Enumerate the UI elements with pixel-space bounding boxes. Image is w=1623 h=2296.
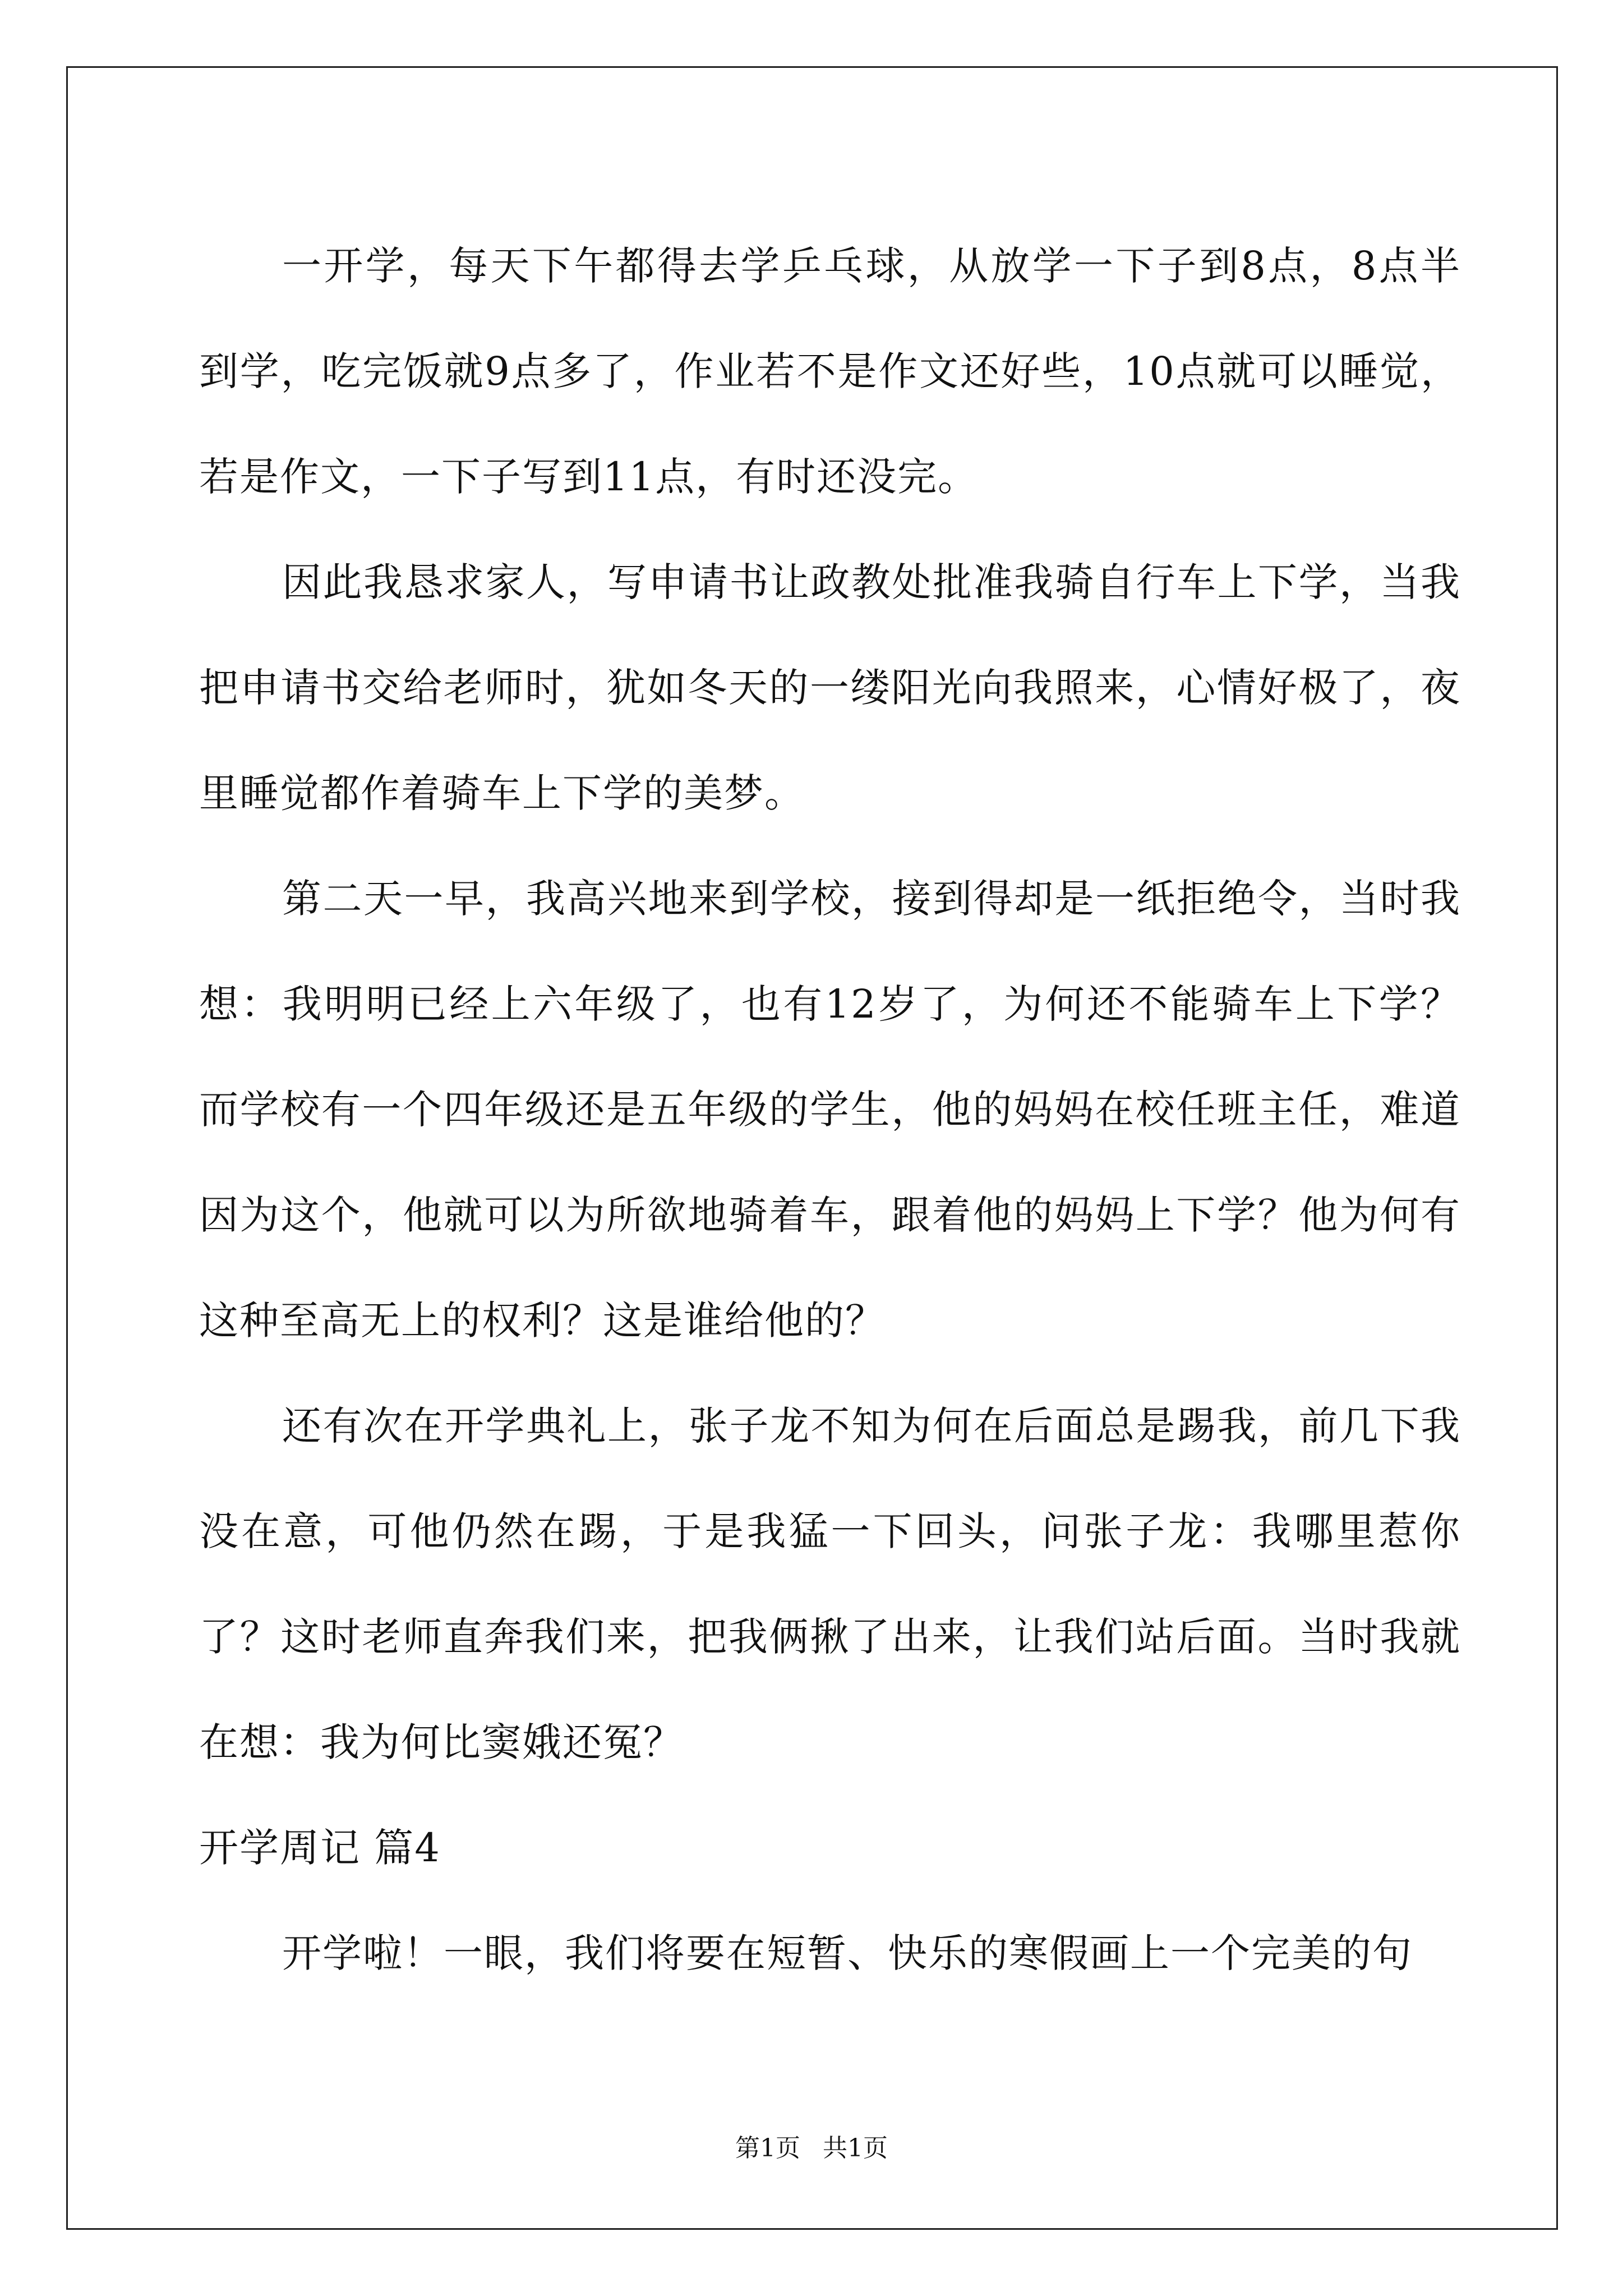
page-total-label: 共1页 [823,2134,888,2162]
paragraph-4: 还有次在开学典礼上，张子龙不知为何在后面总是踢我，前几下我没在意，可他仍然在踢，于是我猛一下回头，问张子龙：我哪里惹你了？这时老师直奔我们来，把我俩揪了出来，让我们站后面。当时我就在想：我为何比窦娥还冤？ [199,1403,1461,1765]
paragraph-2: 因此我恳求家人，写申请书让政教处批准我骑自行车上下学，当我把申请书交给老师时，犹如冬天的一缕阳光向我照来，心情好极了，夜里睡觉都作着骑车上下学的美梦。 [199,559,1461,816]
document-body [199,213,1461,2006]
page-current-label: 第1页 [735,2134,800,2162]
section-heading: 开学周记 篇4 [199,1825,441,1871]
paragraph-1: 一开学，每天下午都得去学乒乓球，从放学一下子到8点，8点半到学，吃完饭就9点多了，作业若不是作文还好些，10点就可以睡觉，若是作文，一下子写到11点，有时还没完。 [199,243,1461,500]
paragraph-3: 第二天一早，我高兴地来到学校，接到得却是一纸拒绝令，当时我想：我明明已经上六年级了，也有12岁了，为何还不能骑车上下学？而学校有一个四年级还是五年级的学生，他的妈妈在校任班主任，难道因为这个，他就可以为所欲地骑着车，跟着他的妈妈上下学？他为何有这种至高无上的权利？这是谁给他的？ [199,876,1461,1343]
paragraph-5: 开学啦！一眼，我们将要在短暂、快乐的寒假画上一个完美的句 [282,1930,1413,1976]
page-footer [0,2132,1623,2165]
